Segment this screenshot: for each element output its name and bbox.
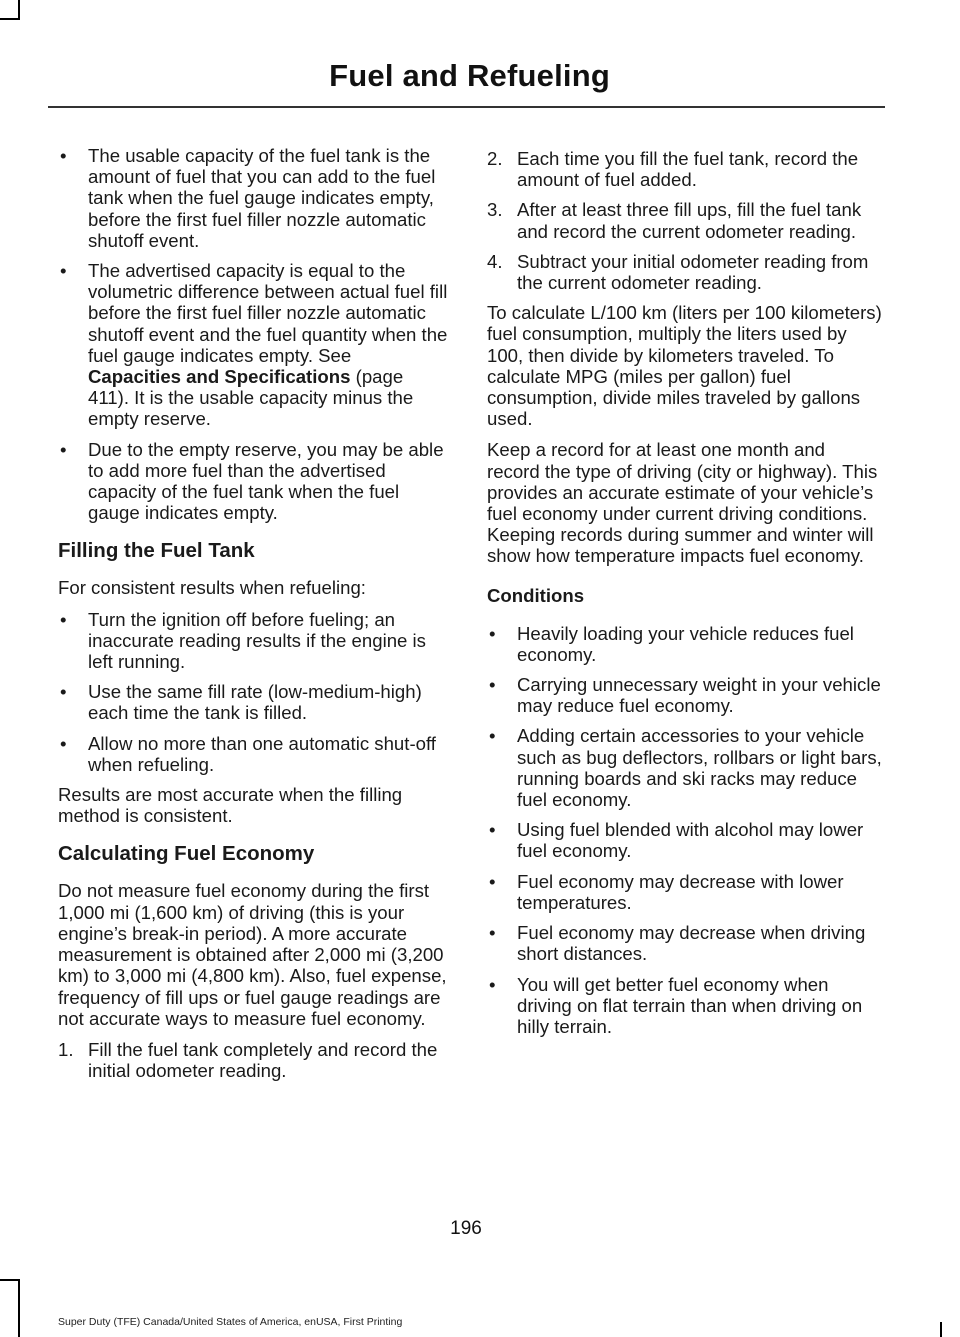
steps-list-right: [487, 148, 882, 293]
bullet-icon: •: [489, 870, 496, 892]
filling-result: Results are most accurate when the filling method is consistent.: [58, 784, 403, 827]
conditions-heading: Conditions: [487, 584, 585, 606]
list-item: • Use the same fill rate (low-medium-high) each time the tank is filled.: [60, 681, 422, 724]
list-item: 3. After at least three fill ups, fill the fuel tank and record the current odometer reading.: [487, 199, 862, 242]
crop-mark-bottom-left-v: [18, 1279, 20, 1337]
list-item: • Carrying unnecessary weight in your vehicle may reduce fuel economy.: [489, 674, 881, 717]
step-number: 4.: [487, 250, 503, 272]
bullet-icon: •: [60, 260, 67, 282]
record-paragraph: Keep a record for at least one month and record the type of driving (city or highway). This provides an accurate estimate of your vehicle’s fuel economy under current driving conditions. Keeping records during summer and winter will show how temperature impacts fuel economy.: [487, 439, 878, 567]
list-item: • Using fuel blended with alcohol may lower fuel economy.: [489, 819, 864, 862]
bullet-icon: •: [60, 438, 67, 460]
page-number: 196: [450, 1218, 482, 1239]
bullet-icon: •: [489, 973, 496, 995]
step-number: 2.: [487, 148, 503, 169]
crop-mark-top-left-v: [18, 0, 20, 20]
list-item: 2. Each time you fill the fuel tank, record the amount of fuel added.: [487, 148, 859, 191]
steps-list-left: [58, 1039, 448, 1081]
list-item: • The usable capacity of the fuel tank is the amount of fuel that you can add to the fuel tank when the fuel gauge indicates empty, before the first fuel filler nozzle automatic shutoff event.: [60, 145, 436, 251]
filling-bullets: [58, 609, 448, 775]
bullet-icon: •: [489, 622, 496, 644]
list-item: 1. Fill the fuel tank completely and record the initial odometer reading.: [58, 1038, 438, 1082]
bullet-icon: •: [60, 608, 67, 630]
conditions-list: [487, 623, 882, 1037]
list-item: • Fuel economy may decrease when driving short distances.: [489, 922, 866, 965]
bullet-icon: •: [489, 819, 496, 841]
list-item: • The advertised capacity is equal to the volumetric difference between actual fuel fill before the first fuel filler nozzle automatic shutoff event and the fuel quantity when the fuel gauge indicates empty. See Capacities and Specifications (page 411). It is the usable capacity minus the empty reserve.: [60, 260, 448, 430]
step-number: 1.: [58, 1038, 74, 1060]
list-item: • Fuel economy may decrease with lower temperatures.: [489, 870, 844, 913]
step-number: 3.: [487, 199, 503, 221]
list-item: • Adding certain accessories to your vehicle such as bug deflectors, rollbars or light bars, running boards and ski racks may reduce fuel economy.: [489, 725, 882, 811]
list-item: • Due to the empty reserve, you may be able to add more fuel than the advertised capacity of the fuel tank when the fuel gauge indicates empty.: [60, 438, 444, 524]
capacities-link[interactable]: Capacities and Specifications: [88, 366, 351, 388]
list-item: • Turn the ignition off before fueling; an inaccurate reading results if the engine is left running.: [60, 608, 426, 673]
filling-heading: Filling the Fuel Tank: [58, 539, 255, 563]
crop-mark-top-left-h: [0, 18, 20, 20]
bullet-icon: •: [60, 732, 67, 754]
list-item: • Heavily loading your vehicle reduces fuel economy.: [489, 622, 854, 665]
bullet-icon: •: [489, 725, 496, 747]
bullet-icon: •: [489, 674, 496, 696]
list-item: • Allow no more than one automatic shut-off when refueling.: [60, 732, 436, 775]
calc-text: Do not measure fuel economy during the first 1,000 mi (1,600 km) of driving (this is your engine’s break-in period). A more accurate measurement is obtained after 2,000 mi (3,200 km) to 3,000 mi (4,800 km). Also, fuel expense, frequency of fill ups or fuel gauge readings are not accurate ways to measure fuel economy.: [58, 880, 447, 1029]
filling-intro: For consistent results when refueling:: [58, 577, 366, 599]
bullet-icon: •: [60, 145, 67, 166]
calc-heading: Calculating Fuel Economy: [58, 842, 315, 866]
footer-text: Super Duty (TFE) Canada/United States of America, enUSA, First Printing: [58, 1316, 403, 1328]
page-title: Fuel and Refueling: [329, 58, 610, 93]
list-item: • You will get better fuel economy when driving on flat terrain than when driving on hilly terrain.: [489, 973, 863, 1037]
calc-paragraph: To calculate L/100 km (liters per 100 kilometers) fuel consumption, multiply the liters used by 100, then divide by kilometers traveled. To calculate MPG (miles per gallon) fuel consumption, divide miles traveled by gallons used.: [487, 302, 882, 430]
left-column: [58, 145, 448, 1090]
list-item: 4. Subtract your initial odometer reading from the current odometer reading.: [487, 250, 869, 294]
crop-mark-bottom-right-v: [940, 1322, 942, 1337]
capacity-bullets: [58, 145, 448, 523]
bullet-icon: •: [489, 922, 496, 944]
crop-mark-bottom-left-h: [0, 1279, 20, 1281]
right-column: [487, 148, 882, 1046]
bullet-icon: •: [60, 681, 67, 703]
header-rule: [48, 106, 885, 108]
